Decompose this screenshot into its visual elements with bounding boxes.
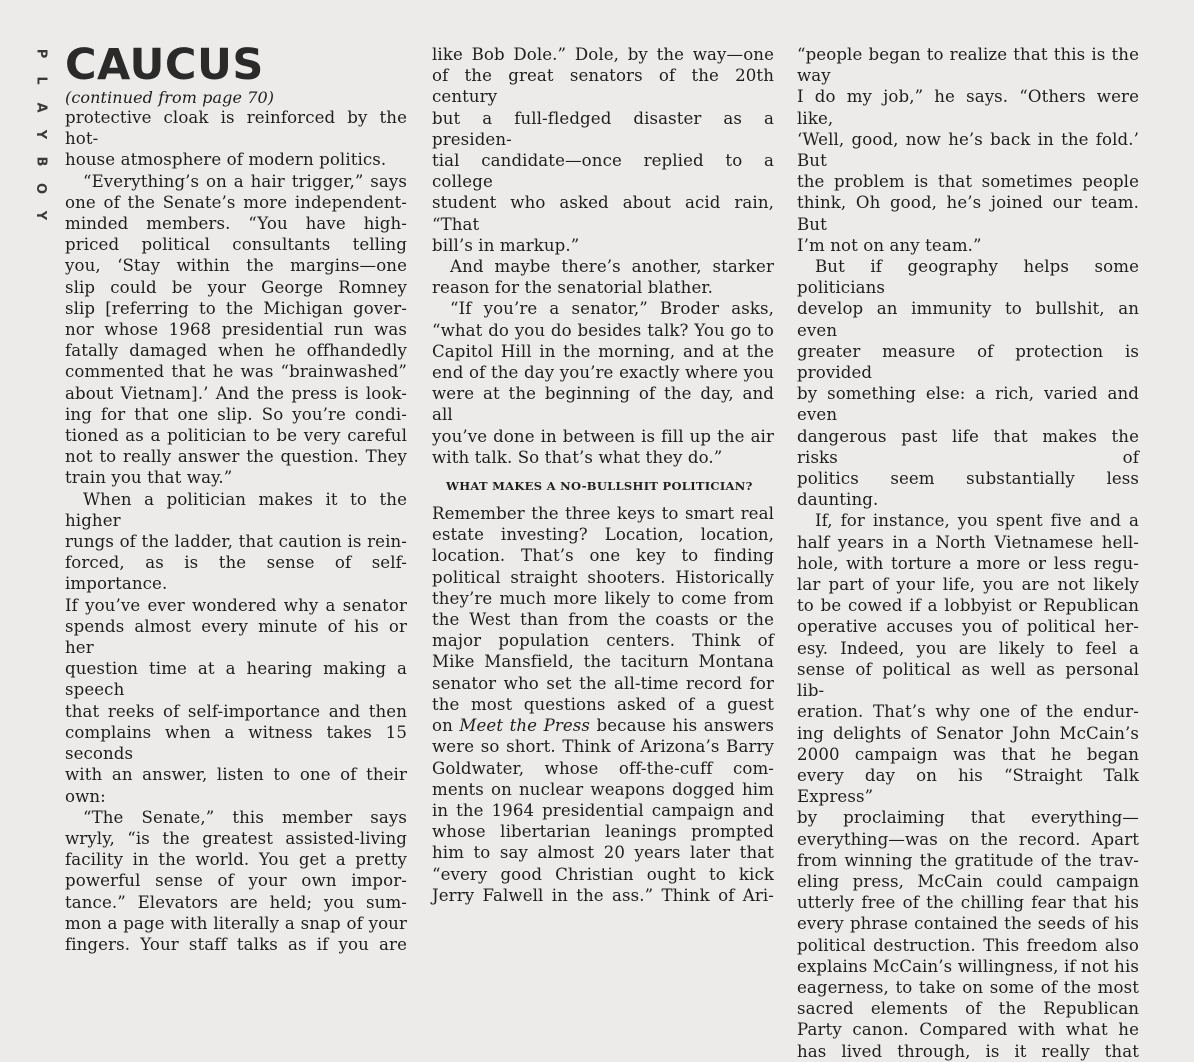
text-line: reason for the senatorial blather. (432, 278, 713, 298)
publication-title: Meet the Press (459, 716, 591, 736)
text-line: spends almost every minute of his or her (65, 616, 407, 658)
text-line: fatally damaged when he offhandedly (65, 341, 407, 361)
continued-note: (continued from page 70) (65, 88, 275, 107)
article-title: CAUCUS (65, 40, 264, 90)
text-line: ing for that one slip. So you’re condi- (65, 404, 407, 424)
spine-letter: O (33, 182, 49, 195)
article-column-2 (432, 44, 774, 906)
text-line: by something else: a rich, varied and even (797, 384, 1139, 425)
text-line: that reeks of self-importance and then (65, 701, 407, 721)
text-line: eagerness, to take on some of the most (797, 977, 1139, 997)
text-line: question time at a hearing making a speech (65, 659, 407, 700)
text-line: mon a page with literally a snap of your (65, 913, 407, 933)
text-line: political destruction. This freedom also (797, 935, 1139, 955)
text-line: major population centers. Think of (432, 631, 774, 651)
text-line: slip could be your George Romney (65, 277, 407, 297)
text-line: utterly free of the chilling fear that his (797, 893, 1139, 913)
text-line: half years in a North Vietnamese hell- (797, 532, 1139, 552)
article-column-3 (797, 44, 1139, 1062)
text-line: esy. Indeed, you are likely to feel a (797, 638, 1139, 658)
text-fragment: because his answers (590, 716, 774, 736)
text-line: location. That’s one key to finding (432, 546, 774, 566)
text-line: minded members. “You have high- (65, 214, 407, 234)
text-line: greater measure of protection is provided (797, 341, 1139, 383)
text-line: tioned as a politician to be very careful (65, 426, 407, 446)
text-line: not to really answer the question. They (65, 447, 407, 467)
magazine-spine-label (31, 40, 51, 229)
text-line: to be cowed if a lobbyist or Republican (797, 596, 1139, 616)
text-line: wryly, “is the greatest assisted-living (65, 828, 407, 848)
text-line: train you that way.” (65, 468, 233, 488)
text-line: priced political consultants telling (65, 235, 407, 255)
text-line: whose libertarian leanings prompted (432, 822, 774, 842)
text-line: operative accuses you of political her- (797, 617, 1139, 637)
text-line: from winning the gratitude of the trav- (797, 850, 1139, 870)
text-line: “Everything’s on a hair trigger,” says (83, 171, 407, 191)
text-line: Jerry Falwell in the ass.” Think of Ari- (432, 885, 774, 905)
text-line: powerful sense of your own impor- (65, 871, 407, 891)
text-line: “every good Christian ought to kick (432, 864, 774, 884)
text-line: you, ‘Stay within the margins—one (65, 256, 407, 276)
section-subhead: WHAT MAKES A NO-BULLSHIT POLITICIAN? (446, 479, 753, 494)
text-line: about Vietnam].’ And the press is look- (65, 383, 407, 403)
text-line: him to say almost 20 years later that (432, 843, 774, 863)
text-line: And maybe there’s another, starker (450, 257, 774, 277)
text-line: sense of political as well as personal lib- (797, 659, 1139, 701)
text-line: lar part of your life, you are not likely (797, 575, 1139, 595)
text-line: political straight shooters. Historically (432, 567, 774, 587)
text-line: they’re much more likely to come from (432, 588, 774, 608)
text-line: senator who set the all-time record for (432, 673, 774, 693)
text-line: eling press, McCain could campaign (797, 871, 1139, 891)
text-line: rungs of the ladder, that caution is rein- (65, 532, 407, 552)
text-line: in the 1964 presidential campaign and (432, 800, 774, 820)
text-line: commented that he was “brainwashed” (65, 362, 407, 382)
text-line: tance.” Elevators are held; you sum- (65, 892, 407, 912)
text-line: by proclaiming that everything— (797, 808, 1139, 828)
text-line: facility in the world. You get a pretty (65, 850, 407, 870)
text-line: like Bob Dole.” Dole, by the way—one (432, 45, 774, 64)
text-line: student who asked about acid rain, “That (432, 193, 774, 234)
text-line: If you’ve ever wondered why a senator (65, 595, 407, 615)
text-line: I’m not on any team.” (797, 235, 982, 255)
text-line: with an answer, listen to one of their own: (65, 765, 407, 806)
text-line: but a full-fledged disaster as a presiden- (432, 108, 774, 149)
text-line: one of the Senate’s more independent- (65, 192, 407, 212)
text-line: estate investing? Location, location, (432, 525, 774, 545)
text-line: “what do you do besides talk? You go to (432, 320, 774, 340)
text-line: sacred elements of the Republican (797, 999, 1139, 1019)
text-line: were at the beginning of the day, and all (432, 384, 774, 425)
text-line: ing delights of Senator John McCain’s (797, 723, 1139, 743)
spine-letter: B (33, 156, 49, 167)
spine-letter: L (33, 76, 49, 85)
text-line: the West than from the coasts or the (432, 610, 774, 630)
text-line: think, Oh good, he’s joined our team. But (797, 193, 1139, 234)
text-line: explains McCain’s willingness, if not his (797, 956, 1139, 976)
text-line: hole, with torture a more or less regu- (797, 553, 1139, 573)
article-column-1 (65, 42, 407, 955)
text-line: house atmosphere of modern politics. (65, 150, 387, 170)
text-line: everything—was on the record. Apart (797, 829, 1139, 849)
text-line: with talk. So that’s what they do.” (432, 447, 723, 467)
text-line: you’ve done in between is fill up the air (432, 426, 774, 446)
text-line: of the great senators of the 20th century (432, 66, 774, 107)
text-line: Capitol Hill in the morning, and at the (432, 341, 774, 361)
spine-letter: Y (33, 129, 49, 140)
text-line: protective cloak is reinforced by the hot- (65, 108, 407, 149)
text-line: develop an immunity to bullshit, an even (797, 299, 1139, 340)
text-line: tial candidate—once replied to a college (432, 151, 774, 192)
text-line: nor whose 1968 presidential run was (65, 320, 407, 340)
text-line: “people began to realize that this is the way (797, 45, 1139, 86)
text-line: When a politician makes it to the higher (65, 489, 407, 530)
spine-letter: Y (33, 210, 49, 221)
text-line: “If you’re a senator,” Broder asks, (450, 299, 774, 319)
spine-letter: A (33, 102, 49, 113)
text-line: every phrase contained the seeds of his (797, 914, 1139, 934)
text-line: If, for instance, you spent five and a (815, 511, 1139, 531)
text-fragment: on (432, 716, 460, 736)
spine-letter: P (33, 48, 49, 59)
text-line: “The Senate,” this member says (83, 807, 407, 827)
text-line: But if geography helps some politicians (797, 257, 1139, 298)
text-line: slip [referring to the Michigan gover- (65, 298, 407, 318)
text-line: Goldwater, whose off-the-cuff com- (432, 758, 774, 778)
text-line: 2000 campaign was that he began (797, 744, 1139, 764)
text-line: fingers. Your staff talks as if you are (65, 934, 407, 954)
text-line: politics seem substantially less daunting. (797, 469, 1139, 510)
text-line: eration. That’s why one of the endur- (797, 702, 1139, 722)
text-line: the most questions asked of a guest (432, 694, 774, 714)
text-line: has lived through, is it really that (797, 1041, 1139, 1061)
text-line: dangerous past life that makes the risks of (797, 426, 1139, 467)
text-line: Mike Mansfield, the taciturn Montana (432, 652, 774, 672)
text-line: complains when a witness takes 15 seconds (65, 722, 407, 764)
text-line: Remember the three keys to smart real (432, 504, 774, 524)
text-line: every day on his “Straight Talk Express” (797, 765, 1139, 807)
text-line: end of the day you’re exactly where you (432, 363, 774, 383)
text-line: Party canon. Compared with what he (797, 1020, 1139, 1040)
text-line: bill’s in markup.” (432, 235, 580, 255)
text-line: the problem is that sometimes people (797, 172, 1139, 192)
text-line: were so short. Think of Arizona’s Barry (432, 737, 774, 757)
text-line: forced, as is the sense of self-importance. (65, 553, 407, 594)
text-line: ments on nuclear weapons dogged him (432, 779, 774, 799)
text-line: ‘Well, good, now he’s back in the fold.’ But (797, 129, 1139, 171)
text-line: I do my job,” he says. “Others were like, (797, 87, 1139, 128)
text-line (432, 715, 774, 736)
